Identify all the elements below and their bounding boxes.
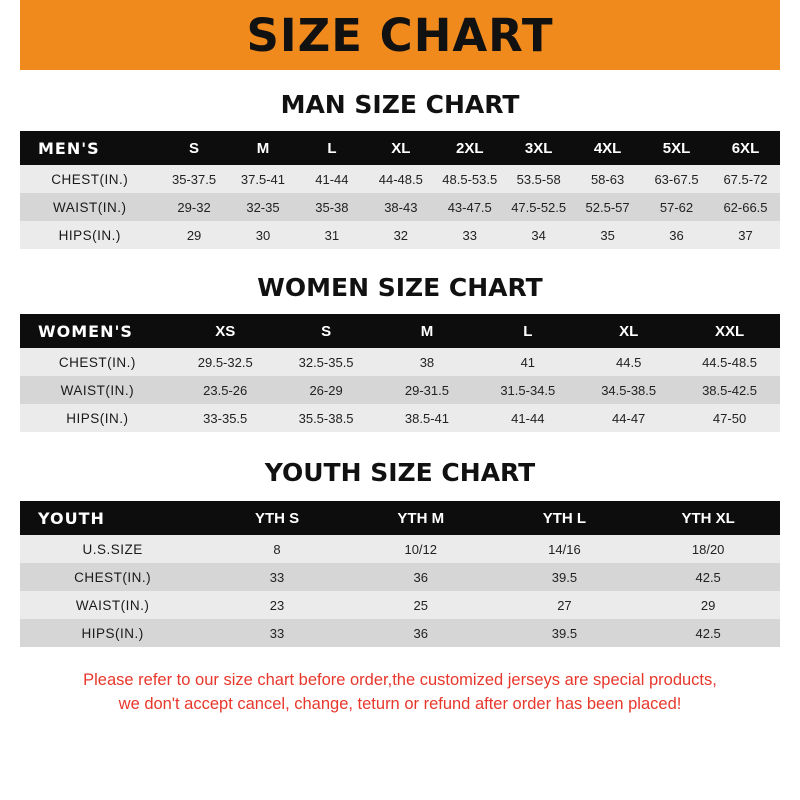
men-col-5xl: 5XL	[662, 139, 691, 157]
youth-waist-m: 25	[413, 597, 428, 613]
youth-col-s: YTH S	[254, 509, 300, 527]
table-row	[20, 535, 780, 563]
men-col-3xl: 3XL	[524, 139, 553, 157]
women-col-xs: XS	[215, 322, 236, 340]
women-chest-l: 41	[520, 354, 536, 370]
men-waist-4xl: 52.5-57	[585, 199, 630, 215]
table-row	[20, 404, 780, 432]
men-waist-s: 29-32	[177, 199, 211, 215]
women-waist-xxl: 38.5-42.5	[702, 382, 758, 398]
women-col-xl: XL	[619, 322, 639, 340]
men-chest-3xl: 53.5-58	[516, 171, 561, 187]
men-col-s: S	[189, 139, 200, 157]
men-chest-4xl: 58-63	[590, 171, 625, 187]
youth-row-label-hips: HIPS(IN.)	[81, 625, 144, 641]
men-chest-s: 35-37.5	[172, 171, 217, 187]
women-chest-xs: 29.5-32.5	[197, 354, 253, 370]
men-row-label-hips: HIPS(IN.)	[58, 227, 121, 243]
men-size-table	[20, 131, 780, 249]
youth-waist-xl: 29	[700, 597, 716, 613]
youth-ussize-xl: 18/20	[691, 541, 725, 557]
women-size-table	[20, 314, 780, 432]
youth-section-title: YOUTH SIZE CHART	[264, 458, 536, 487]
youth-col-l: YTH L	[542, 509, 587, 527]
men-hips-xl: 32	[393, 227, 409, 243]
men-hips-2xl: 33	[462, 227, 477, 243]
women-corner-label: WOMEN'S	[38, 321, 133, 341]
header-right-margin	[780, 0, 800, 70]
women-table-body	[20, 348, 780, 432]
men-col-xl: XL	[391, 139, 411, 157]
men-chest-5xl: 63-67.5	[654, 171, 699, 187]
women-waist-xl: 34.5-38.5	[601, 382, 657, 398]
table-row	[20, 591, 780, 619]
women-row-label-chest: CHEST(IN.)	[58, 354, 136, 370]
women-row-label-hips: HIPS(IN.)	[66, 410, 129, 426]
men-col-6xl: 6XL	[731, 139, 760, 157]
men-table-body	[20, 165, 780, 249]
men-waist-3xl: 47.5-52.5	[511, 199, 567, 215]
women-row-label-waist: WAIST(IN.)	[60, 382, 135, 398]
youth-chest-l: 39.5	[551, 569, 578, 585]
table-row	[20, 348, 780, 376]
footer-note-line1: Please refer to our size chart before order,the customized jerseys are special products,	[83, 671, 717, 689]
men-corner-label: MEN'S	[38, 138, 100, 158]
men-waist-l: 35-38	[315, 199, 349, 215]
men-hips-4xl: 35	[600, 227, 615, 243]
men-col-m: M	[256, 139, 270, 157]
youth-hips-xl: 42.5	[695, 625, 721, 641]
youth-hips-s: 33	[269, 625, 285, 641]
men-waist-6xl: 62-66.5	[723, 199, 768, 215]
women-waist-m: 29-31.5	[404, 382, 449, 398]
women-hips-m: 38.5-41	[404, 410, 449, 426]
women-table-header	[20, 314, 780, 348]
women-col-s: S	[321, 322, 332, 340]
women-col-m: M	[420, 322, 434, 340]
men-col-2xl: 2XL	[455, 139, 484, 157]
youth-row-label-chest: CHEST(IN.)	[74, 569, 152, 585]
table-header-row	[20, 131, 780, 165]
men-row-label-chest: CHEST(IN.)	[51, 171, 129, 187]
women-waist-l: 31.5-34.5	[500, 382, 556, 398]
women-hips-l: 41-44	[511, 410, 545, 426]
women-hips-s: 35.5-38.5	[298, 410, 354, 426]
men-hips-l: 31	[324, 227, 340, 243]
men-table-header	[20, 131, 780, 165]
table-header-row	[20, 314, 780, 348]
women-hips-xxl: 47-50	[712, 410, 747, 426]
women-hips-xl: 44-47	[612, 410, 646, 426]
women-col-l: L	[523, 322, 533, 340]
men-chest-l: 41-44	[315, 171, 349, 187]
table-row	[20, 376, 780, 404]
table-header-row	[20, 501, 780, 535]
men-waist-5xl: 57-62	[659, 199, 694, 215]
men-hips-s: 29	[186, 227, 202, 243]
youth-ussize-s: 8	[273, 541, 281, 557]
table-row	[20, 619, 780, 647]
table-row	[20, 193, 780, 221]
youth-table-body	[20, 535, 780, 647]
men-waist-m: 32-35	[246, 199, 280, 215]
table-row	[20, 563, 780, 591]
women-col-xxl: XXL	[714, 322, 745, 340]
women-hips-xs: 33-35.5	[203, 410, 248, 426]
table-row	[20, 165, 780, 193]
youth-ussize-m: 10/12	[404, 541, 438, 557]
youth-hips-l: 39.5	[551, 625, 578, 641]
youth-waist-s: 23	[269, 597, 285, 613]
youth-chest-s: 33	[269, 569, 285, 585]
men-chest-6xl: 67.5-72	[723, 171, 768, 187]
youth-ussize-l: 14/16	[548, 541, 581, 557]
women-chest-m: 38	[419, 354, 435, 370]
women-waist-xs: 23.5-26	[203, 382, 248, 398]
men-col-4xl: 4XL	[593, 139, 622, 157]
men-chest-2xl: 48.5-53.5	[442, 171, 498, 187]
header-left-margin	[0, 0, 20, 70]
footer-note-line2: we don't accept cancel, change, teturn or refund after order has been placed!	[118, 694, 682, 713]
men-waist-xl: 38-43	[384, 199, 418, 215]
youth-chest-m: 36	[413, 569, 428, 585]
content-area	[0, 90, 800, 717]
youth-col-m: YTH M	[397, 509, 445, 527]
youth-size-table	[20, 501, 780, 647]
men-hips-m: 30	[255, 227, 271, 243]
youth-waist-l: 27	[557, 597, 572, 613]
table-row	[20, 221, 780, 249]
youth-row-label-us-size: U.S.SIZE	[82, 541, 143, 557]
men-chest-xl: 44-48.5	[378, 171, 423, 187]
youth-row-label-waist: WAIST(IN.)	[75, 597, 150, 613]
men-chest-m: 37.5-41	[240, 171, 286, 187]
women-waist-s: 26-29	[309, 382, 343, 398]
youth-chest-xl: 42.5	[695, 569, 721, 585]
men-col-l: L	[327, 139, 337, 157]
women-chest-xl: 44.5	[616, 354, 642, 370]
women-section-title: WOMEN SIZE CHART	[257, 273, 543, 302]
women-chest-xxl: 44.5-48.5	[702, 354, 758, 370]
youth-col-xl: YTH XL	[681, 509, 735, 527]
men-row-label-waist: WAIST(IN.)	[53, 199, 127, 215]
header-band	[0, 0, 800, 70]
men-hips-3xl: 34	[531, 227, 546, 243]
men-section-title: MAN SIZE CHART	[280, 90, 520, 119]
youth-corner-label: YOUTH	[38, 508, 105, 528]
men-hips-6xl: 37	[738, 227, 753, 243]
youth-hips-m: 36	[413, 625, 428, 641]
page-title: SIZE CHART	[246, 8, 554, 62]
men-hips-5xl: 36	[669, 227, 684, 243]
women-chest-s: 32.5-35.5	[298, 354, 354, 370]
men-waist-2xl: 43-47.5	[447, 199, 492, 215]
footer-note	[20, 669, 780, 717]
youth-table-header	[20, 501, 780, 535]
